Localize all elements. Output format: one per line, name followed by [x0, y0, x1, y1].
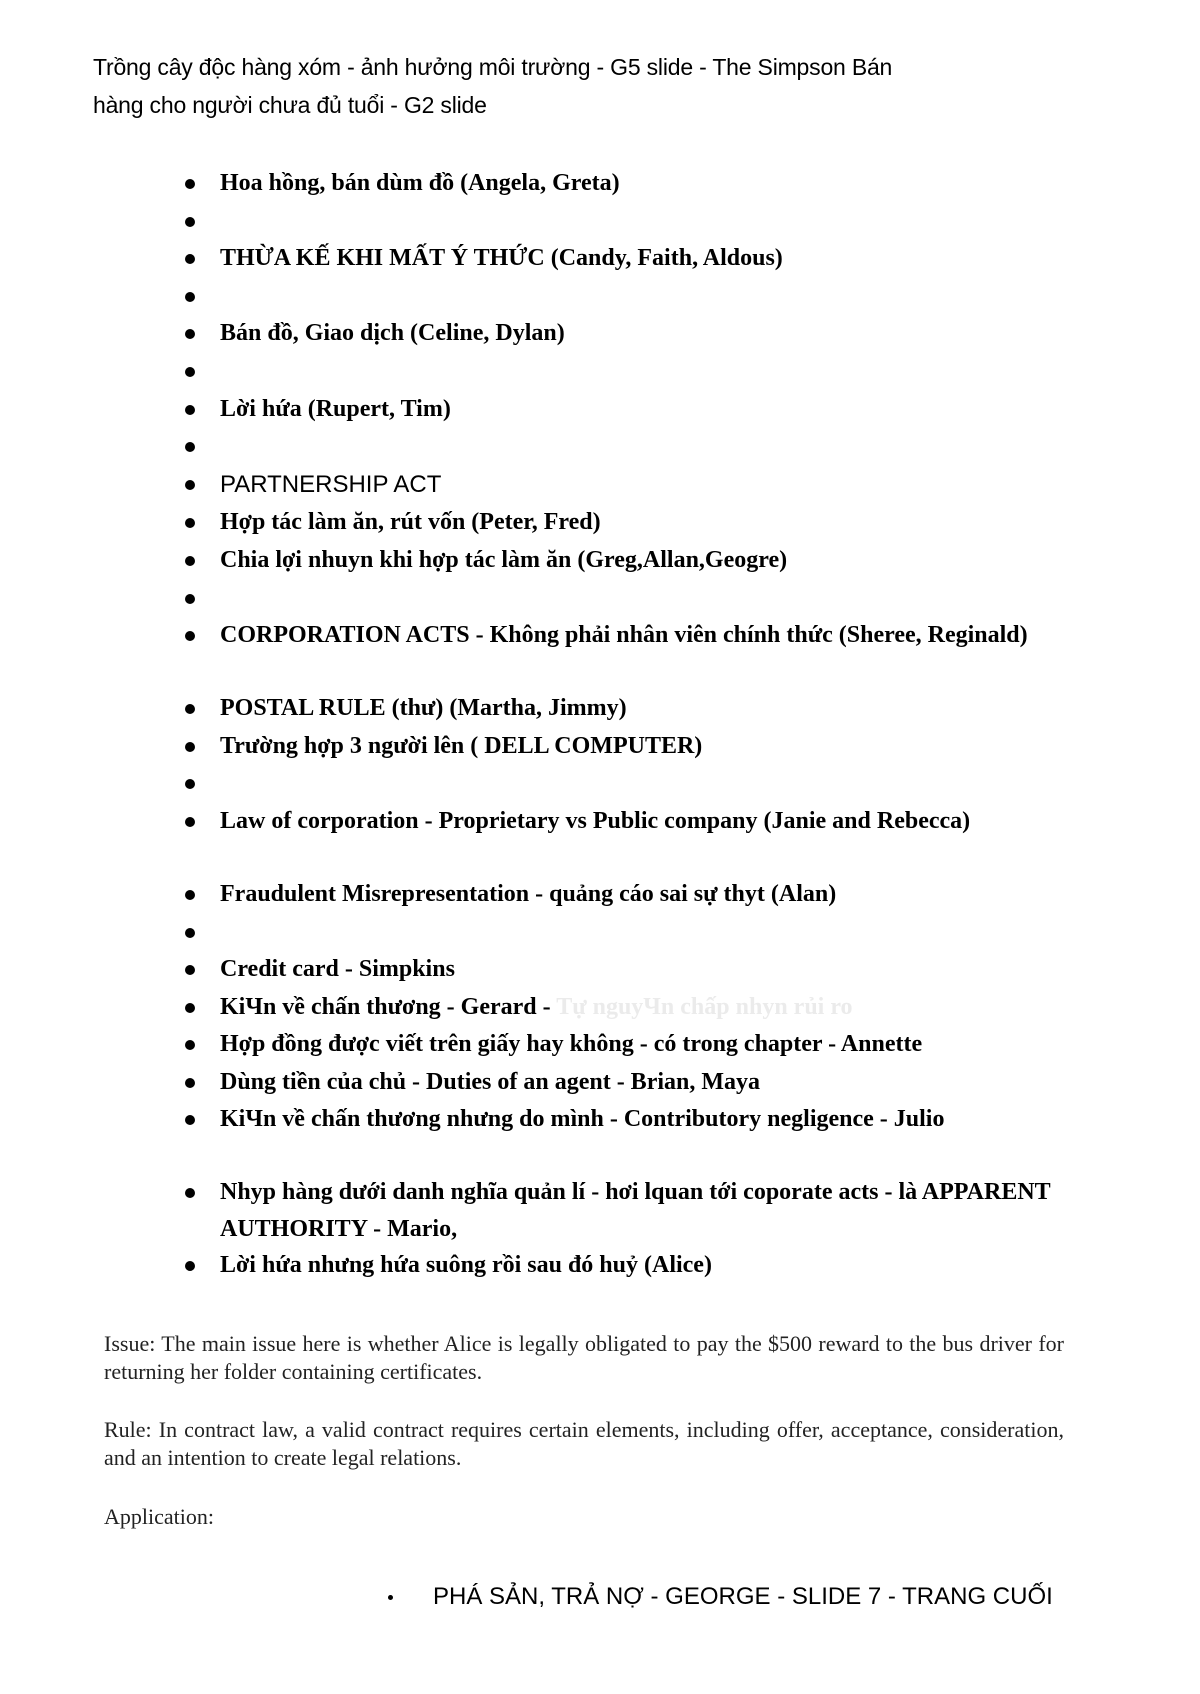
list-item: [0, 203, 1200, 241]
bullet-icon: [185, 1115, 195, 1125]
list-item: [0, 765, 1200, 803]
bullet-icon: [185, 742, 195, 752]
intro-line-1: Trồng cây độc hàng xóm - ảnh hưởng môi trường - G5 slide - The Simpson Bán: [93, 54, 893, 80]
list-item: [0, 278, 1200, 316]
bullet-icon: [185, 928, 195, 938]
list-item: Hợp tác làm ăn, rút vốn (Peter, Fred): [0, 504, 1200, 542]
issue-paragraph: Issue: The main issue here is whether Alice is legally obligated to pay the $500 reward to the bus driver for returning her folder containing certificates.: [104, 1331, 1064, 1384]
list-item: Trường hợp 3 người lên ( DELL COMPUTER): [0, 728, 1200, 766]
bullet-icon: [185, 217, 195, 227]
bullet-icon: [185, 779, 195, 789]
bullet-icon: [185, 704, 195, 714]
rule-paragraph: Rule: In contract law, a valid contract requires certain elements, including offer, acceptance, consideration, and an intention to create legal relations.: [104, 1417, 1064, 1470]
list-item: Chia lợi nhuyn khi hợp tác làm ăn (Greg,Allan,Geogre): [0, 542, 1200, 580]
bullet-icon: [185, 1261, 195, 1271]
application-label: Application:: [104, 1504, 214, 1529]
bullet-icon: [185, 965, 195, 975]
list-item: Nhyp hàng dưới danh nghĩa quản lí - hơi lquan tới coporate acts - là APPARENT AUTHORITY - Mario,: [0, 1174, 1200, 1247]
bullet-icon: [185, 594, 195, 604]
bullet-icon: [185, 480, 195, 490]
list-item: Hợp đồng được viết trên giấy hay không - có trong chapter - Annette: [0, 1026, 1200, 1064]
list-item: KiЧn về chấn thương - Gerard - Tự nguyЧn chấp nhyn rủi ro: [0, 989, 1200, 1027]
list-item: Bán đồ, Giao dịch (Celine, Dylan): [0, 315, 1200, 353]
bullet-icon: [185, 1003, 195, 1013]
list-item: Dùng tiền của chủ - Duties of an agent - Brian, Maya: [0, 1064, 1200, 1102]
bullet-icon: [185, 1188, 195, 1198]
bullet-icon: [185, 1040, 195, 1050]
list-item: Hoa hồng, bán dùm đồ (Angela, Greta): [0, 165, 1200, 203]
bullet-icon: [185, 254, 195, 264]
bullet-icon: [185, 442, 195, 452]
bullet-icon: [185, 518, 195, 528]
bullet-icon: [185, 367, 195, 377]
list-item: Lời hứa nhưng hứa suông rồi sau đó huỷ (Alice): [0, 1247, 1200, 1285]
bullet-icon: [185, 817, 195, 827]
bullet-list: [0, 165, 1200, 1285]
list-item: [0, 428, 1200, 466]
bullet-icon: [388, 1595, 393, 1600]
bullet-icon: [185, 890, 195, 900]
intro-line-2: hàng cho người chưa đủ tuổi - G2 slide: [93, 92, 487, 118]
list-item: [0, 353, 1200, 391]
last-item-text: PHÁ SẢN, TRẢ NỢ - GEORGE - SLIDE 7 - TRANG CUỐI: [433, 1583, 1053, 1610]
bullet-icon: [185, 179, 195, 189]
list-item: [0, 914, 1200, 952]
list-item: CORPORATION ACTS - Không phải nhân viên chính thức (Sheree, Reginald): [0, 617, 1200, 690]
bullet-icon: [185, 1078, 195, 1088]
faint-text: Tự nguyЧn chấp nhyn rủi ro: [556, 993, 853, 1020]
bullet-icon: [185, 631, 195, 641]
last-list-item: [388, 1580, 1053, 1614]
bullet-icon: [185, 556, 195, 566]
bullet-icon: [185, 292, 195, 302]
list-item: Lời hứa (Rupert, Tim): [0, 391, 1200, 429]
list-item: Credit card - Simpkins: [0, 951, 1200, 989]
list-item: KiЧn về chấn thương nhưng do mình - Contributory negligence - Julio: [0, 1101, 1200, 1174]
list-item: PARTNERSHIP ACT: [0, 466, 1200, 505]
list-item: THỪA KẾ KHI MẤT Ý THỨC (Candy, Faith, Aldous): [0, 240, 1200, 278]
list-item: POSTAL RULE (thư) (Martha, Jimmy): [0, 690, 1200, 728]
intro-text: [93, 48, 1093, 124]
bullet-icon: [185, 329, 195, 339]
list-item: [0, 580, 1200, 618]
list-item: Law of corporation - Proprietary vs Public company (Janie and Rebecca): [0, 803, 1200, 876]
list-item: Fraudulent Misrepresentation - quảng cáo sai sự thyt (Alan): [0, 876, 1200, 914]
bullet-icon: [185, 405, 195, 415]
